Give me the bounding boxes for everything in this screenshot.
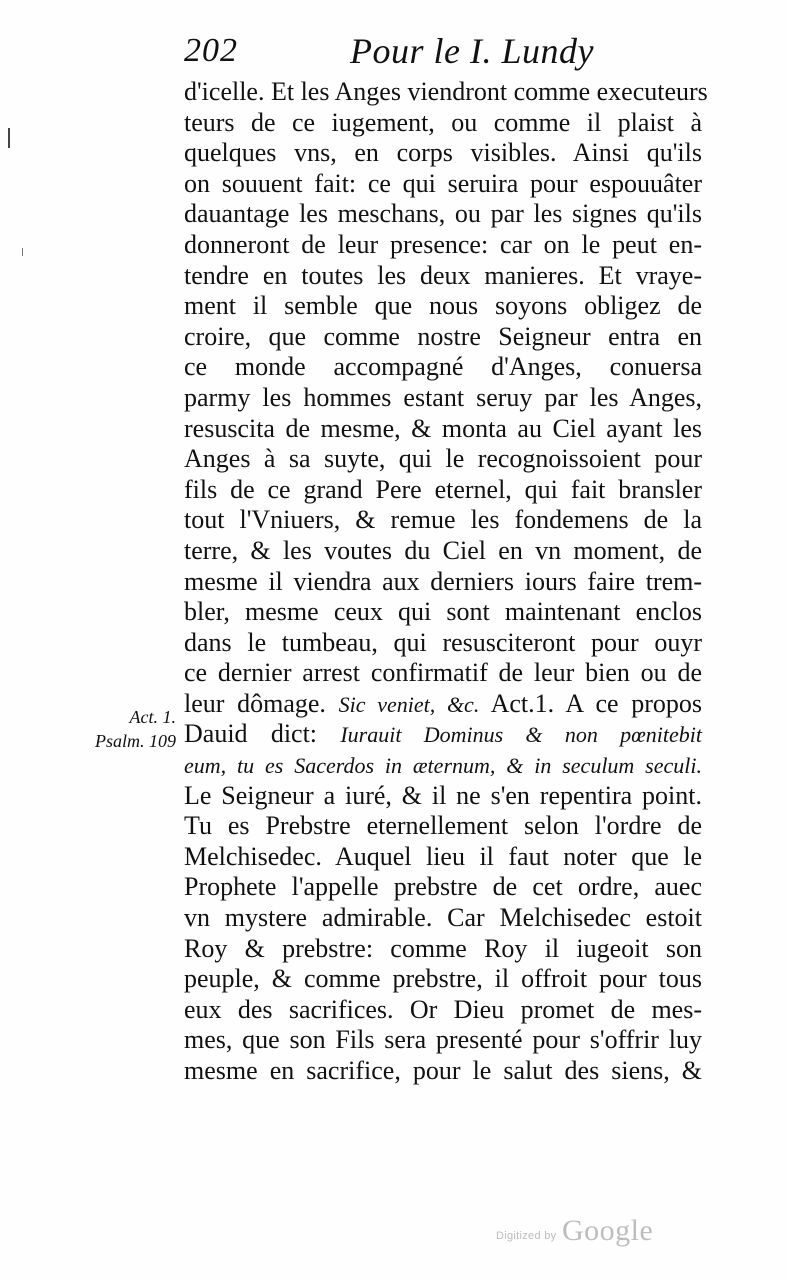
text-line: eux des sacrifices. Or Dieu promet de mes- [184, 994, 702, 1024]
margin-note-acts: Act. 1. [129, 707, 176, 727]
text-line: ment il semble que nous soyons obligez de [184, 291, 702, 321]
text-line: Anges à sa suyte, qui le recognoissoient pour [184, 444, 702, 474]
text-run: leur dômage. [184, 688, 339, 718]
text-line: quelques vns, en corps visibles. Ainsi qu'ils [184, 138, 702, 168]
watermark-prefix: Digitized by [496, 1230, 557, 1242]
text-line: Prophete l'appelle prebstre de cet ordre, auec [184, 872, 702, 902]
text-line: Roy & prebstre: comme Roy il iugeoit son [184, 933, 702, 963]
text-line: vn mystere admirable. Car Melchisedec estoit [184, 903, 702, 933]
page-header [184, 30, 724, 76]
text-line: mesme en sacrifice, pour le salut des siens, & [184, 1056, 702, 1085]
text-line [184, 719, 702, 750]
text-line: Tu es Prebstre eternellement selon l'ordre de [184, 811, 702, 841]
latin-quote: Iurauit Dominus & non pœnitebit [340, 722, 702, 748]
text-line: d'icelle. Et les Anges viendront comme executeurs [184, 77, 708, 106]
text-line: tout l'Vniuers, & remue les fondemens de la [184, 505, 702, 535]
text-line: croire, que comme nostre Seigneur entra en [184, 321, 702, 351]
text-line: Melchisedec. Auquel lieu il faut noter que le [184, 841, 702, 871]
text-line [184, 750, 702, 781]
latin-quote: eum, tu es Sacerdos in æternum, & in seculum seculi. [184, 753, 702, 779]
margin-mark [8, 128, 10, 148]
text-line: ce dernier arrest confirmatif de leur bien ou de [184, 658, 702, 688]
text-line: mes, que son Fils sera presenté pour s'offrir luy [184, 1025, 702, 1055]
text-line: tendre en toutes les deux manieres. Et vraye- [184, 260, 702, 290]
text-line: terre, & les voutes du Ciel en vn moment, de [184, 535, 702, 565]
digitized-watermark [496, 1214, 666, 1254]
body-text [184, 77, 708, 1087]
latin-citation: Sic veniet, &c. [338, 691, 480, 717]
text-line: Le Seigneur a iuré, & il ne s'en repentira point. [184, 780, 702, 810]
text-line: peuple, & comme prebstre, il offroit pour tous [184, 964, 702, 994]
text-line: on souuent fait: ce qui seruira pour espouuâter [184, 168, 702, 198]
margin-mark [22, 248, 23, 256]
margin-note-psalm: Psalm. 109 [95, 731, 176, 751]
text-line: donneront de leur presence: car on le peut en- [184, 229, 702, 259]
page-number: 202 [184, 32, 238, 69]
text-line: dauantage les meschans, ou par les signes qu'ils [184, 199, 702, 229]
text-line: teurs de ce iugement, ou comme il plaist à [184, 107, 702, 137]
text-line [184, 689, 702, 720]
text-line: resuscita de mesme, & monta au Ciel ayant les [184, 413, 702, 443]
running-head: Pour le I. Lundy [350, 31, 594, 71]
text-line: bler, mesme ceux qui sont maintenant enclos [184, 597, 702, 627]
text-line: ce monde accompagné d'Anges, conuersa [184, 352, 702, 382]
text-line: mesme il viendra aux derniers iours faire trem- [184, 566, 702, 596]
text-line: parmy les hommes estant seruy par les Anges, [184, 382, 702, 412]
text-run: Dauid dict: [184, 719, 341, 749]
margin-notes [70, 705, 176, 753]
text-line: dans le tumbeau, qui resusciteront pour ouyr [184, 627, 702, 657]
google-logo: Google [562, 1214, 654, 1247]
text-run: Act.1. A ce propos [479, 688, 703, 718]
text-line: fils de ce grand Pere eternel, qui fait bransler [184, 474, 702, 504]
